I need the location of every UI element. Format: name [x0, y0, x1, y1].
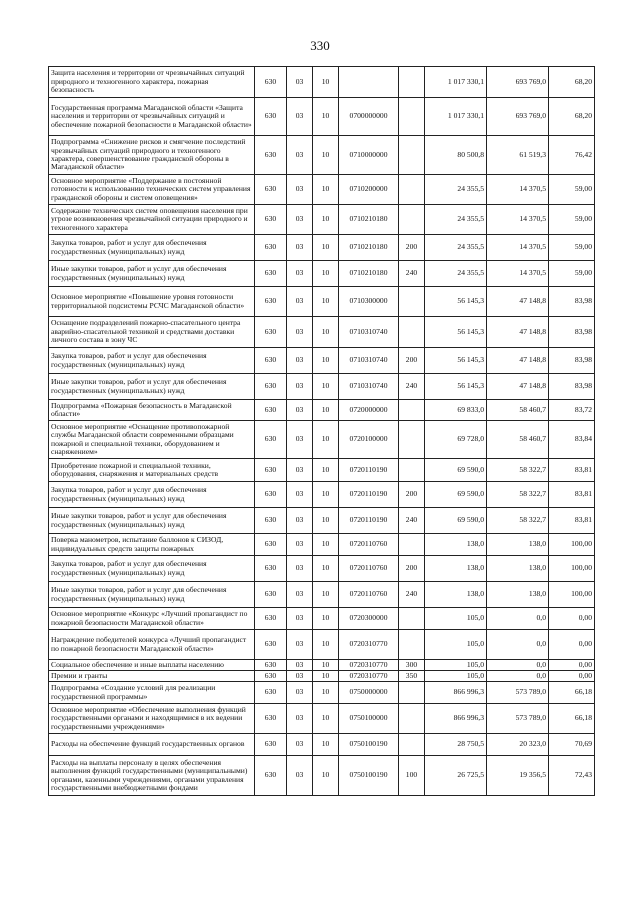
planned-amount: 105,0 — [425, 671, 487, 682]
actual-amount: 0,0 — [487, 630, 549, 660]
table-row — [49, 175, 595, 205]
section-code: 03 — [287, 630, 313, 660]
subsection-code: 10 — [313, 459, 339, 482]
expense-type-code — [399, 682, 425, 704]
actual-amount: 693 769,0 — [487, 67, 549, 98]
subsection-code: 10 — [313, 608, 339, 630]
item-name: Оснащение подразделений пожарно-спасательного центра аварийно-спасательной техникой и средствами доставки личного состава в зону ЧС — [49, 317, 255, 348]
execution-percent: 83,98 — [549, 287, 595, 317]
actual-amount: 138,0 — [487, 534, 549, 556]
item-name: Содержание технических систем оповещения населения при угрозе возникновения чрезвычайной ситуации природного и техногенного характера — [49, 205, 255, 235]
grbs-code: 630 — [255, 756, 287, 796]
table-row — [49, 459, 595, 482]
target-article-code: 0720110190 — [339, 482, 399, 508]
subsection-code: 10 — [313, 534, 339, 556]
grbs-code: 630 — [255, 317, 287, 348]
subsection-code: 10 — [313, 582, 339, 608]
target-article-code: 0720310770 — [339, 630, 399, 660]
subsection-code: 10 — [313, 67, 339, 98]
expense-type-code — [399, 287, 425, 317]
planned-amount: 866 996,3 — [425, 704, 487, 734]
execution-percent: 83,84 — [549, 421, 595, 459]
actual-amount: 58 322,7 — [487, 459, 549, 482]
expense-type-code: 240 — [399, 374, 425, 400]
item-name: Закупка товаров, работ и услуг для обеспечения государственных (муниципальных) нужд — [49, 482, 255, 508]
item-name: Основное мероприятие «Повышение уровня готовности территориальной подсистемы РСЧС Магаданской области» — [49, 287, 255, 317]
grbs-code: 630 — [255, 205, 287, 235]
grbs-code: 630 — [255, 287, 287, 317]
grbs-code: 630 — [255, 136, 287, 175]
expense-type-code: 200 — [399, 482, 425, 508]
planned-amount: 26 725,5 — [425, 756, 487, 796]
section-code: 03 — [287, 756, 313, 796]
table-row — [49, 261, 595, 287]
target-article-code: 0720100000 — [339, 421, 399, 459]
item-name: Награждение победителей конкурса «Лучший пропагандист по пожарной безопасности Магаданской области» — [49, 630, 255, 660]
item-name: Поверка манометров, испытание баллонов к СИЗОД, индивидуальных средств защиты пожарных — [49, 534, 255, 556]
grbs-code: 630 — [255, 704, 287, 734]
planned-amount: 24 355,5 — [425, 235, 487, 261]
item-name: Закупка товаров, работ и услуг для обеспечения государственных (муниципальных) нужд — [49, 556, 255, 582]
execution-percent: 100,00 — [549, 556, 595, 582]
subsection-code: 10 — [313, 421, 339, 459]
execution-percent: 68,20 — [549, 98, 595, 136]
table-row — [49, 671, 595, 682]
table-row — [49, 582, 595, 608]
section-code: 03 — [287, 704, 313, 734]
table-row — [49, 482, 595, 508]
grbs-code: 630 — [255, 459, 287, 482]
subsection-code: 10 — [313, 734, 339, 756]
execution-percent: 59,00 — [549, 175, 595, 205]
target-article-code: 0750100190 — [339, 734, 399, 756]
table-row — [49, 374, 595, 400]
grbs-code: 630 — [255, 98, 287, 136]
execution-percent: 83,98 — [549, 348, 595, 374]
planned-amount: 24 355,5 — [425, 261, 487, 287]
actual-amount: 14 370,5 — [487, 205, 549, 235]
target-article-code: 0720110760 — [339, 556, 399, 582]
planned-amount: 56 145,3 — [425, 348, 487, 374]
section-code: 03 — [287, 98, 313, 136]
budget-table — [48, 66, 595, 796]
target-article-code: 0720310770 — [339, 671, 399, 682]
target-article-code: 0710210180 — [339, 235, 399, 261]
grbs-code: 630 — [255, 682, 287, 704]
subsection-code: 10 — [313, 756, 339, 796]
actual-amount: 47 148,8 — [487, 348, 549, 374]
actual-amount: 14 370,5 — [487, 261, 549, 287]
expense-type-code — [399, 704, 425, 734]
table-row — [49, 534, 595, 556]
item-name: Иные закупки товаров, работ и услуг для обеспечения государственных (муниципальных) нужд — [49, 261, 255, 287]
actual-amount: 58 322,7 — [487, 508, 549, 534]
planned-amount: 138,0 — [425, 556, 487, 582]
section-code: 03 — [287, 556, 313, 582]
table-row — [49, 287, 595, 317]
section-code: 03 — [287, 582, 313, 608]
subsection-code: 10 — [313, 175, 339, 205]
expense-type-code — [399, 630, 425, 660]
expense-type-code: 240 — [399, 261, 425, 287]
planned-amount: 69 728,0 — [425, 421, 487, 459]
section-code: 03 — [287, 734, 313, 756]
target-article-code: 0710210180 — [339, 205, 399, 235]
grbs-code: 630 — [255, 660, 287, 671]
expense-type-code — [399, 534, 425, 556]
execution-percent: 66,18 — [549, 704, 595, 734]
target-article-code: 0720110190 — [339, 508, 399, 534]
expense-type-code — [399, 98, 425, 136]
item-name: Государственная программа Магаданской области «Защита населения и территории от чрезвычайных ситуаций и обеспечение пожарной безопасности в Магаданской области» — [49, 98, 255, 136]
execution-percent: 83,98 — [549, 317, 595, 348]
expense-type-code: 350 — [399, 671, 425, 682]
planned-amount: 69 590,0 — [425, 482, 487, 508]
item-name: Закупка товаров, работ и услуг для обеспечения государственных (муниципальных) нужд — [49, 235, 255, 261]
section-code: 03 — [287, 660, 313, 671]
table-row — [49, 660, 595, 671]
execution-percent: 68,20 — [549, 67, 595, 98]
planned-amount: 105,0 — [425, 608, 487, 630]
expense-type-code: 200 — [399, 348, 425, 374]
subsection-code: 10 — [313, 287, 339, 317]
actual-amount: 20 323,0 — [487, 734, 549, 756]
expense-type-code — [399, 205, 425, 235]
actual-amount: 58 322,7 — [487, 482, 549, 508]
section-code: 03 — [287, 235, 313, 261]
target-article-code: 0720110760 — [339, 534, 399, 556]
planned-amount: 80 500,8 — [425, 136, 487, 175]
expense-type-code — [399, 421, 425, 459]
grbs-code: 630 — [255, 175, 287, 205]
expense-type-code — [399, 317, 425, 348]
item-name: Социальное обеспечение и иные выплаты населению — [49, 660, 255, 671]
section-code: 03 — [287, 671, 313, 682]
actual-amount: 573 789,0 — [487, 704, 549, 734]
actual-amount: 14 370,5 — [487, 235, 549, 261]
planned-amount: 56 145,3 — [425, 374, 487, 400]
grbs-code: 630 — [255, 235, 287, 261]
actual-amount: 47 148,8 — [487, 287, 549, 317]
execution-percent: 100,00 — [549, 534, 595, 556]
actual-amount: 47 148,8 — [487, 374, 549, 400]
actual-amount: 0,0 — [487, 608, 549, 630]
table-row — [49, 400, 595, 421]
planned-amount: 69 590,0 — [425, 508, 487, 534]
table-row — [49, 317, 595, 348]
item-name: Расходы на выплаты персоналу в целях обеспечения выполнения функций государственными (муниципальными) органами, казенными учреждениями, органами управления государственными внебюджетными фондами — [49, 756, 255, 796]
grbs-code: 630 — [255, 734, 287, 756]
expense-type-code — [399, 734, 425, 756]
item-name: Подпрограмма «Создание условий для реализации государственной программы» — [49, 682, 255, 704]
subsection-code: 10 — [313, 482, 339, 508]
execution-percent: 0,00 — [549, 608, 595, 630]
section-code: 03 — [287, 261, 313, 287]
target-article-code: 0710310740 — [339, 374, 399, 400]
actual-amount: 0,0 — [487, 671, 549, 682]
section-code: 03 — [287, 508, 313, 534]
actual-amount: 58 460,7 — [487, 400, 549, 421]
table-row — [49, 235, 595, 261]
expense-type-code: 100 — [399, 756, 425, 796]
execution-percent: 59,00 — [549, 235, 595, 261]
target-article-code: 0750000000 — [339, 682, 399, 704]
subsection-code: 10 — [313, 508, 339, 534]
grbs-code: 630 — [255, 582, 287, 608]
item-name: Премии и гранты — [49, 671, 255, 682]
execution-percent: 83,72 — [549, 400, 595, 421]
expense-type-code: 300 — [399, 660, 425, 671]
subsection-code: 10 — [313, 374, 339, 400]
subsection-code: 10 — [313, 660, 339, 671]
section-code: 03 — [287, 374, 313, 400]
subsection-code: 10 — [313, 136, 339, 175]
item-name: Основное мероприятие «Оснащение противопожарной службы Магаданской области современными образцами пожарной и специальной техники, оборудованием и снаряжением» — [49, 421, 255, 459]
execution-percent: 0,00 — [549, 660, 595, 671]
execution-percent: 83,81 — [549, 508, 595, 534]
planned-amount: 105,0 — [425, 660, 487, 671]
subsection-code: 10 — [313, 235, 339, 261]
subsection-code: 10 — [313, 205, 339, 235]
item-name: Расходы на обеспечение функций государственных органов — [49, 734, 255, 756]
section-code: 03 — [287, 608, 313, 630]
target-article-code: 0720110190 — [339, 459, 399, 482]
execution-percent: 83,98 — [549, 374, 595, 400]
planned-amount: 56 145,3 — [425, 317, 487, 348]
planned-amount: 24 355,5 — [425, 175, 487, 205]
item-name: Основное мероприятие «Поддержание в постоянной готовности к использованию технических систем управления гражданской обороны и систем оповещения» — [49, 175, 255, 205]
section-code: 03 — [287, 459, 313, 482]
grbs-code: 630 — [255, 482, 287, 508]
target-article-code: 0710200000 — [339, 175, 399, 205]
planned-amount: 28 750,5 — [425, 734, 487, 756]
subsection-code: 10 — [313, 704, 339, 734]
execution-percent: 59,00 — [549, 261, 595, 287]
item-name: Защита населения и территории от чрезвычайных ситуаций природного и техногенного характера, пожарная безопасность — [49, 67, 255, 98]
execution-percent: 72,43 — [549, 756, 595, 796]
section-code: 03 — [287, 682, 313, 704]
expense-type-code: 200 — [399, 556, 425, 582]
item-name: Иные закупки товаров, работ и услуг для обеспечения государственных (муниципальных) нужд — [49, 582, 255, 608]
expense-type-code: 200 — [399, 235, 425, 261]
target-article-code — [339, 67, 399, 98]
subsection-code: 10 — [313, 630, 339, 660]
expense-type-code — [399, 67, 425, 98]
grbs-code: 630 — [255, 556, 287, 582]
actual-amount: 573 789,0 — [487, 682, 549, 704]
table-row — [49, 67, 595, 98]
expense-type-code: 240 — [399, 508, 425, 534]
expense-type-code — [399, 136, 425, 175]
item-name: Иные закупки товаров, работ и услуг для обеспечения государственных (муниципальных) нужд — [49, 374, 255, 400]
actual-amount: 58 460,7 — [487, 421, 549, 459]
subsection-code: 10 — [313, 317, 339, 348]
section-code: 03 — [287, 534, 313, 556]
execution-percent: 70,69 — [549, 734, 595, 756]
actual-amount: 14 370,5 — [487, 175, 549, 205]
page-number: 330 — [310, 38, 330, 53]
item-name: Подпрограмма «Снижение рисков и смягчение последствий чрезвычайных ситуаций природного и техногенного характера, совершенствование гражданской обороны в Магаданской области» — [49, 136, 255, 175]
grbs-code: 630 — [255, 508, 287, 534]
planned-amount: 866 996,3 — [425, 682, 487, 704]
target-article-code: 0710210180 — [339, 261, 399, 287]
table-row — [49, 608, 595, 630]
grbs-code: 630 — [255, 421, 287, 459]
item-name: Основное мероприятие «Обеспечение выполнения функций государственными органами и находящимися в их ведении государственными учреждениями» — [49, 704, 255, 734]
planned-amount: 138,0 — [425, 582, 487, 608]
target-article-code: 0750100190 — [339, 756, 399, 796]
section-code: 03 — [287, 348, 313, 374]
expense-type-code — [399, 400, 425, 421]
planned-amount: 56 145,3 — [425, 287, 487, 317]
target-article-code: 0710300000 — [339, 287, 399, 317]
target-article-code: 0700000000 — [339, 98, 399, 136]
item-name: Иные закупки товаров, работ и услуг для обеспечения государственных (муниципальных) нужд — [49, 508, 255, 534]
section-code: 03 — [287, 136, 313, 175]
section-code: 03 — [287, 421, 313, 459]
grbs-code: 630 — [255, 348, 287, 374]
table-row — [49, 734, 595, 756]
grbs-code: 630 — [255, 630, 287, 660]
planned-amount: 24 355,5 — [425, 205, 487, 235]
subsection-code: 10 — [313, 671, 339, 682]
table-row — [49, 630, 595, 660]
subsection-code: 10 — [313, 400, 339, 421]
execution-percent: 83,81 — [549, 459, 595, 482]
execution-percent: 66,18 — [549, 682, 595, 704]
grbs-code: 630 — [255, 374, 287, 400]
target-article-code: 0750100000 — [339, 704, 399, 734]
planned-amount: 105,0 — [425, 630, 487, 660]
section-code: 03 — [287, 205, 313, 235]
table-row — [49, 205, 595, 235]
table-row — [49, 136, 595, 175]
target-article-code: 0710000000 — [339, 136, 399, 175]
subsection-code: 10 — [313, 556, 339, 582]
target-article-code: 0720000000 — [339, 400, 399, 421]
target-article-code: 0710310740 — [339, 348, 399, 374]
table-row — [49, 508, 595, 534]
item-name: Приобретение пожарной и специальной техники, оборудования, снаряжения и материальных средств — [49, 459, 255, 482]
table-row — [49, 98, 595, 136]
item-name: Закупка товаров, работ и услуг для обеспечения государственных (муниципальных) нужд — [49, 348, 255, 374]
actual-amount: 138,0 — [487, 582, 549, 608]
grbs-code: 630 — [255, 608, 287, 630]
table-row — [49, 682, 595, 704]
section-code: 03 — [287, 287, 313, 317]
planned-amount: 138,0 — [425, 534, 487, 556]
item-name: Основное мероприятие «Конкурс «Лучший пропагандист по пожарной безопасности Магаданской области» — [49, 608, 255, 630]
actual-amount: 61 519,3 — [487, 136, 549, 175]
target-article-code: 0720110760 — [339, 582, 399, 608]
planned-amount: 1 017 330,1 — [425, 67, 487, 98]
section-code: 03 — [287, 400, 313, 421]
planned-amount: 69 590,0 — [425, 459, 487, 482]
subsection-code: 10 — [313, 682, 339, 704]
expense-type-code — [399, 459, 425, 482]
target-article-code: 0710310740 — [339, 317, 399, 348]
table-row — [49, 704, 595, 734]
planned-amount: 69 833,0 — [425, 400, 487, 421]
table-row — [49, 421, 595, 459]
grbs-code: 630 — [255, 67, 287, 98]
subsection-code: 10 — [313, 98, 339, 136]
actual-amount: 138,0 — [487, 556, 549, 582]
grbs-code: 630 — [255, 534, 287, 556]
item-name: Подпрограмма «Пожарная безопасность в Магаданской области» — [49, 400, 255, 421]
table-row — [49, 556, 595, 582]
grbs-code: 630 — [255, 671, 287, 682]
subsection-code: 10 — [313, 261, 339, 287]
expense-type-code: 240 — [399, 582, 425, 608]
table-row — [49, 348, 595, 374]
actual-amount: 693 769,0 — [487, 98, 549, 136]
actual-amount: 47 148,8 — [487, 317, 549, 348]
grbs-code: 630 — [255, 261, 287, 287]
execution-percent: 59,00 — [549, 205, 595, 235]
section-code: 03 — [287, 67, 313, 98]
execution-percent: 83,81 — [549, 482, 595, 508]
section-code: 03 — [287, 175, 313, 205]
target-article-code: 0720300000 — [339, 608, 399, 630]
section-code: 03 — [287, 482, 313, 508]
planned-amount: 1 017 330,1 — [425, 98, 487, 136]
section-code: 03 — [287, 317, 313, 348]
target-article-code: 0720310770 — [339, 660, 399, 671]
actual-amount: 0,0 — [487, 660, 549, 671]
execution-percent: 0,00 — [549, 630, 595, 660]
actual-amount: 19 356,5 — [487, 756, 549, 796]
execution-percent: 76,42 — [549, 136, 595, 175]
execution-percent: 0,00 — [549, 671, 595, 682]
execution-percent: 100,00 — [549, 582, 595, 608]
grbs-code: 630 — [255, 400, 287, 421]
subsection-code: 10 — [313, 348, 339, 374]
expense-type-code — [399, 608, 425, 630]
expense-type-code — [399, 175, 425, 205]
table-row — [49, 756, 595, 796]
